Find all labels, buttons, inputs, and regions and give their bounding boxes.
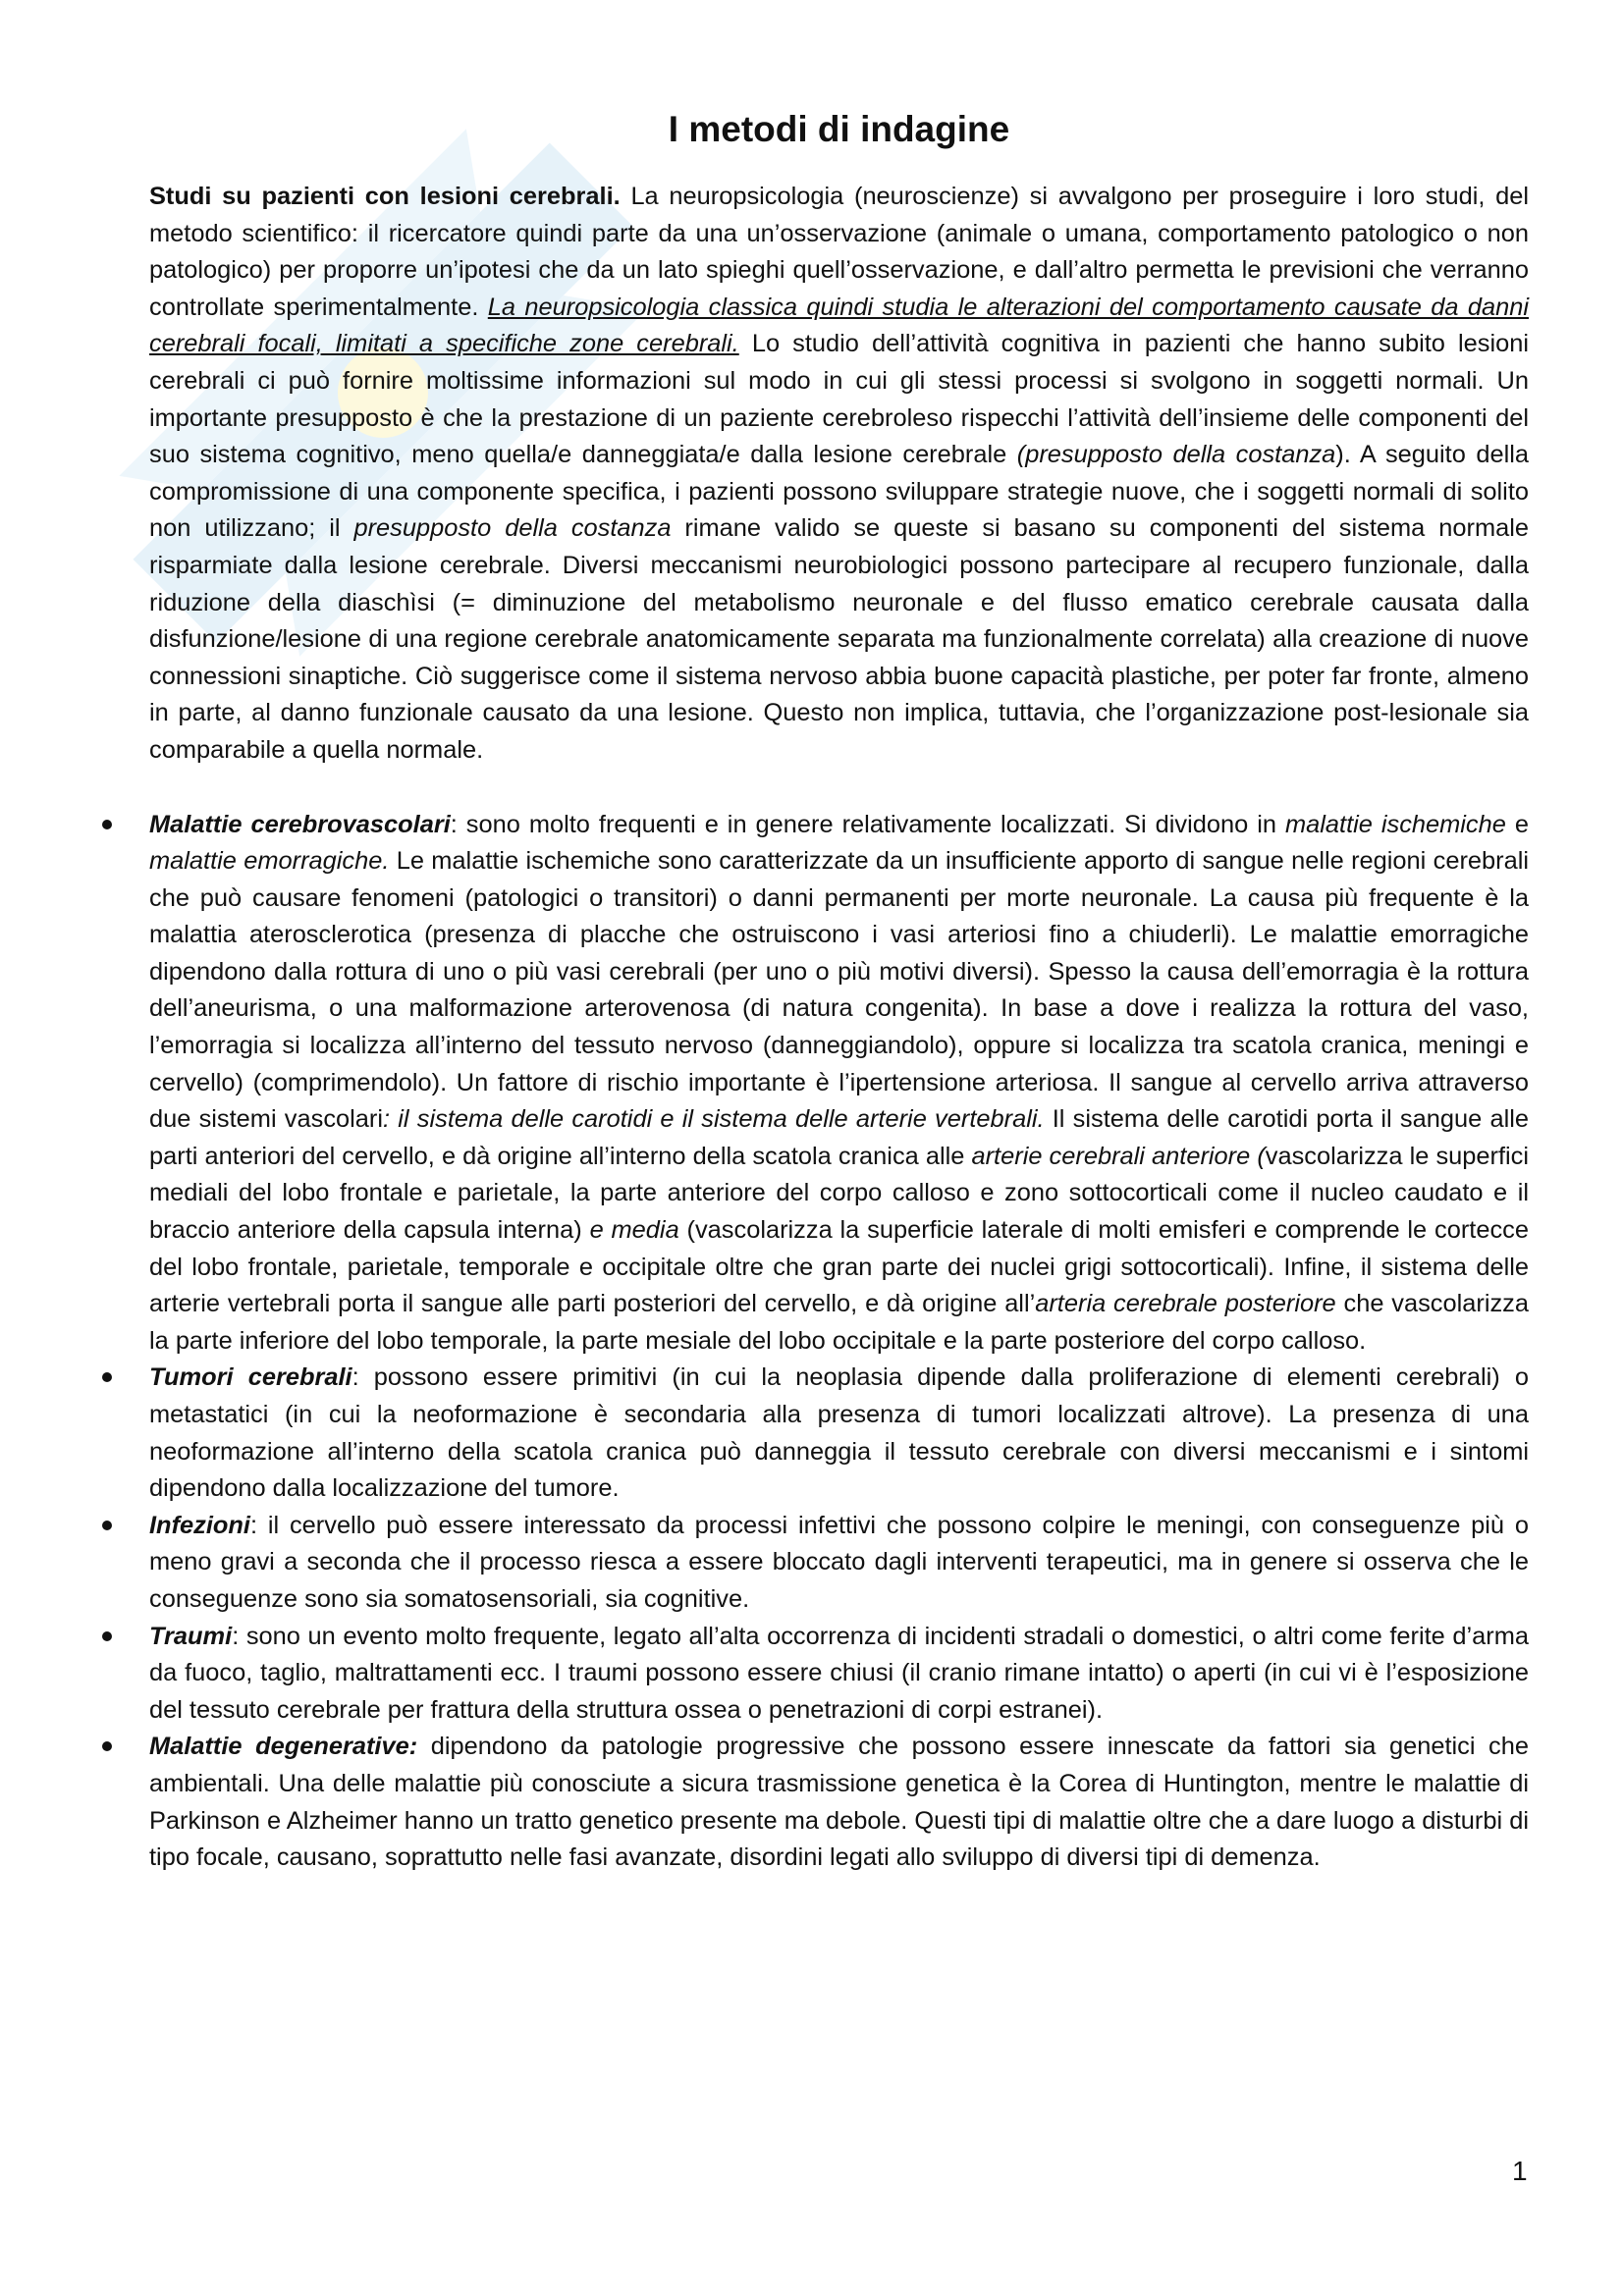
- intro-underlined-sentence: La neuropsicologia classica quindi studia le alterazioni del comportamento causate da danni cerebrali focali, limitati a specifiche zone cerebrali.: [149, 293, 1529, 358]
- page-number: 1: [1512, 2156, 1528, 2186]
- list-item-italic: arterie cerebrali anteriore (: [971, 1142, 1266, 1170]
- list-item-text: vascolarizza le superfici mediali del lobo frontale e parietale, la parte anteriore del corpo calloso e zono sottocorticali come il nucleo caudato e il braccio anteriore della capsula interna): [149, 1142, 1530, 1245]
- intro-text-1: La neuropsicologia (neuroscienze) si avvalgono per proseguire i loro studi, del metodo scientifico: il ricercatore quindi parte da una un’osservazione (animale o umana, comportamento patologico o non patologico) per proporre un’ipotesi che da un lato spieghi quell’osservazione, e dall’altro permetta le previsioni che verranno controllate sperimentalmente.: [149, 183, 1530, 321]
- list-item-text: Il sistema delle carotidi porta il sangue alle parti anteriori del cervello, e dà origine all’interno della scatola cranica alle: [149, 1105, 1529, 1170]
- list-item-text: e: [1505, 810, 1529, 838]
- list-item-text: Le malattie ischemiche sono caratterizzate da un insufficiente apporto di sangue nelle regioni cerebrali che può causare fenomeni (patologici o transitori) o danni permanenti per morte neuronale. La causa più frequente è la malattia aterosclerotica (presenza di placche che ostruiscono i vasi arteriosi fino a chiuderli). Le malattie emorragiche dipendono dalla rottura di uno o più vasi cerebrali (per uno o più motivi diversi). Spesso la causa dell’emorragia è la rottura dell’aneurisma, o una malformazione arterovenosa (di natura congenita). In base a dove i realizza la rottura del vaso, l’emorragia si localizza all’interno del tessuto nervoso (danneggiandolo), oppure si localizza tra scatola cranica, meningi e cervello) (comprimendolo). Un fattore di rischio importante è l’ipertensione arteriosa. Il sangue al cervello arriva attraverso due sistemi vascolari: [149, 847, 1529, 1134]
- list-item-text: : sono molto frequenti e in genere relativamente localizzati. Si dividono in: [450, 810, 1285, 838]
- list-item-italic: arteria cerebrale posteriore: [1035, 1290, 1336, 1318]
- bullet-icon: [102, 1372, 112, 1382]
- intro-text-3: ). A seguito della compromissione di una componente specifica, i pazienti possono sviluppare strategie nuove, che i soggetti normali di solito non utilizzano; il: [149, 441, 1529, 543]
- list-item: [149, 807, 1529, 1361]
- intro-lead: Studi su pazienti con lesioni cerebrali.: [149, 183, 621, 210]
- list-item-term: Traumi: [149, 1622, 233, 1650]
- list-item: [149, 1360, 1529, 1507]
- list-item-italic: malattie emorragiche.: [149, 847, 390, 876]
- bullet-icon: [102, 1741, 112, 1751]
- list-item-term: Tumori cerebrali: [149, 1363, 352, 1392]
- page-title: I metodi di indagine: [668, 109, 1010, 149]
- list-item-term: Infezioni: [149, 1511, 250, 1539]
- list-item-term: Malattie degenerative:: [149, 1733, 418, 1761]
- list-item: [149, 1508, 1529, 1619]
- document-page: [149, 106, 1529, 1877]
- intro-text-4: rimane valido se queste si basano su componenti del sistema normale risparmiate dalla lesione cerebrale. Diversi meccanismi neurobiologici possono partecipare al recupero funzionale, dalla riduzione della diaschìsi (= diminuzione del metabolismo neuronale e del flusso ematico cerebrale causata dalla disfunzione/lesione di una regione cerebrale anatomicamente separata ma funzionalmente correlata) alla creazione di nuove connessioni sinaptiche. Ciò suggerisce come il sistema nervoso abbia buone capacità plastiche, per poter far fronte, almeno in parte, al danno funzionale causato da una lesione. Questo non implica, tuttavia, che l’organizzazione post-lesionale sia comparabile a quella normale.: [149, 514, 1529, 764]
- bullet-icon: [102, 1521, 112, 1530]
- list-item-term: Malattie cerebrovascolari: [149, 810, 451, 838]
- intro-text-2: Lo studio dell’attività cognitiva in pazienti che hanno subito lesioni cerebrali ci può fornire moltissime informazioni sul modo in cui gli stessi processi si svolgono in soggetti normali. Un importante presupposto è che la prestazione di un paziente cerebroleso rispecchi l’attività dell’insieme delle componenti del suo sistema cognitivo, meno quella/e danneggiata/e dalla lesione cerebrale: [149, 330, 1529, 469]
- list-item-italic: : il sistema delle carotidi e il sistema delle arterie vertebrali.: [383, 1105, 1045, 1134]
- list-item-text: : possono essere primitivi (in cui la neoplasia dipende dalla proliferazione di elementi cerebrali) o metastatici (in cui la neoformazione è secondaria alla presenza di tumori localizzati altrove). La presenza di una neoformazione all’interno della scatola cranica può danneggia il tessuto cerebrale con diversi meccanismi e i sintomi dipendono dalla localizzazione del tumore.: [149, 1363, 1529, 1503]
- intro-italic-2: presupposto della costanza: [353, 514, 672, 543]
- list-item-text: dipendono da patologie progressive che possono essere innescate da fattori sia genetici che ambientali. Una delle malattie più conosciute a sicura trasmissione genetica è la Corea di Huntington, mentre le malattie di Parkinson e Alzheimer hanno un tratto genetico presente ma debole. Questi tipi di malattie oltre che a dare luogo a disturbi di tipo focale, causano, soprattutto nelle fasi avanzate, disordini legati allo sviluppo di diversi tipi di demenza.: [149, 1733, 1529, 1872]
- list-item-italic: e media: [589, 1216, 679, 1245]
- intro-italic-1: (presupposto della costanza: [1016, 441, 1336, 469]
- bullet-icon: [102, 820, 112, 829]
- bullet-icon: [102, 1631, 112, 1641]
- list-item: [149, 1729, 1529, 1876]
- list-item: [149, 1619, 1529, 1730]
- bullet-list: [149, 807, 1529, 1877]
- list-item-text: : sono un evento molto frequente, legato all’alta occorrenza di incidenti stradali o domestici, o altri come ferite d’arma da fuoco, taglio, maltrattamenti ecc. I traumi possono essere chiusi (il cranio rimane intatto) o aperti (in cui vi è l’esposizione del tessuto cerebrale per frattura della struttura ossea o penetrazioni di corpi estranei).: [149, 1622, 1529, 1724]
- list-item-text: (vascolarizza la superficie laterale di molti emisferi e comprende le cortecce del lobo frontale, parietale, temporale e occipitale oltre che gran parte dei nuclei grigi sottocorticali). Infine, il sistema delle arterie vertebrali porta il sangue alle parti posteriori del cervello, e dà origine all’: [149, 1216, 1529, 1318]
- list-item-text: : il cervello può essere interessato da processi infettivi che possono colpire le meningi, con conseguenze più o meno gravi a seconda che il processo riesca a essere bloccato dagli interventi terapeutici, ma in genere si osserva che le conseguenze sono sia somatosensoriali, sia cognitive.: [149, 1511, 1529, 1613]
- list-item-italic: malattie ischemiche: [1284, 810, 1506, 838]
- intro-paragraph: [149, 179, 1529, 770]
- list-item-text: che vascolarizza la parte inferiore del lobo temporale, la parte mesiale del lobo occipitale e la parte posteriore del corpo calloso.: [149, 1290, 1529, 1355]
